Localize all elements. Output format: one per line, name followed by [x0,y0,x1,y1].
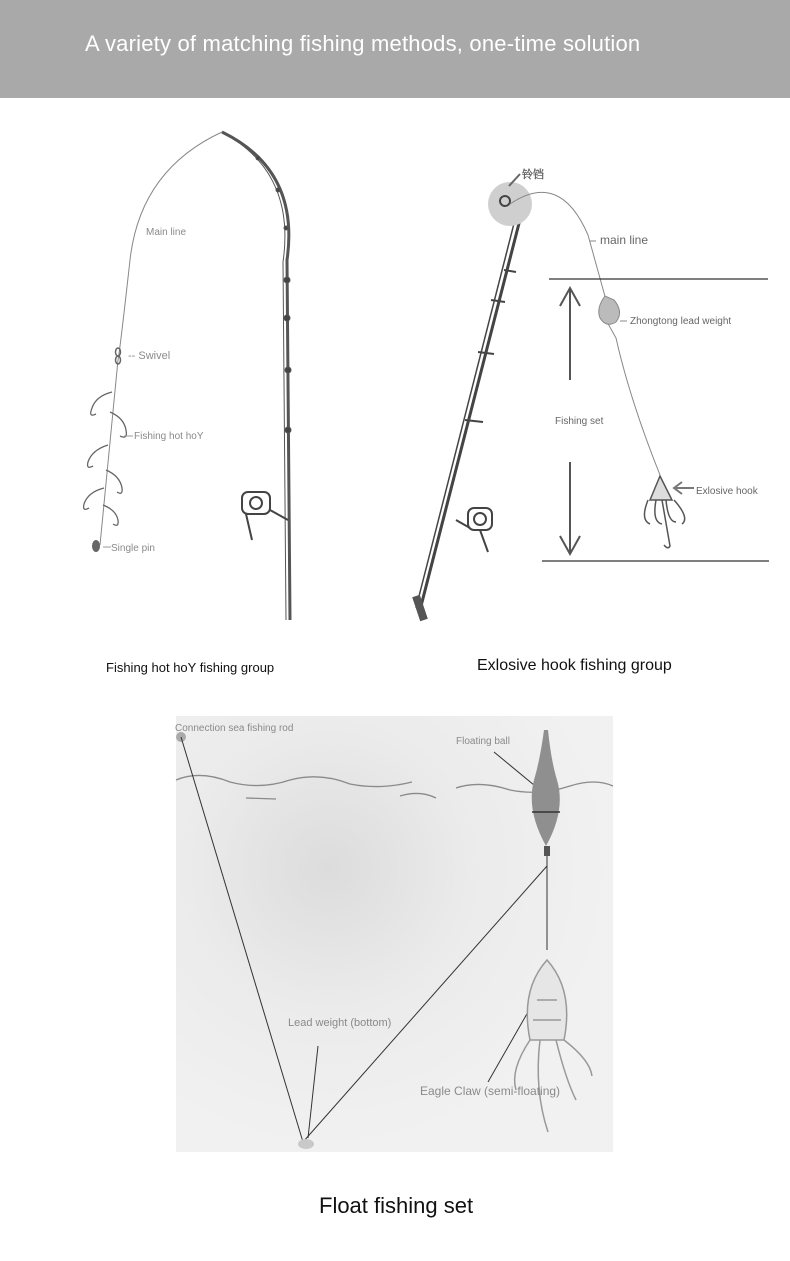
float-lines [181,737,547,1142]
label-sea-rod: Connection sea fishing rod [175,723,294,734]
label-fishing-set: Fishing set [555,416,604,427]
label-main-line-2: main line [600,233,649,247]
eagle-claw-icon [515,960,592,1132]
label-single-pin: Single pin [111,543,155,554]
caption-float-set: Float fishing set [319,1193,474,1218]
floating-ball-icon [532,730,560,856]
label-explosive-hook: Exlosive hook [696,486,758,497]
label-floating-ball: Floating ball [456,736,510,747]
caption-hook-group: Fishing hot hoY fishing group [106,660,275,675]
label-bell: 铃铛 [522,169,544,181]
label-lead-weight-2: Zhongtong lead weight [630,316,732,327]
label-swivel: -- Swivel [128,350,171,362]
label-eagle-claw: Eagle Claw (semi-floating) [420,1084,561,1098]
caption-explosive-hook-group: Exlosive hook fishing group [477,657,672,674]
label-main-line-1: Main line [146,227,187,238]
label-lead-weight-bottom: Lead weight (bottom) [288,1017,392,1029]
label-hook-1: Fishing hot hoY [134,431,204,442]
bottom-lead-weight-icon [298,1139,314,1149]
banner-title: A variety of matching fishing methods, one-time solution [85,31,641,56]
